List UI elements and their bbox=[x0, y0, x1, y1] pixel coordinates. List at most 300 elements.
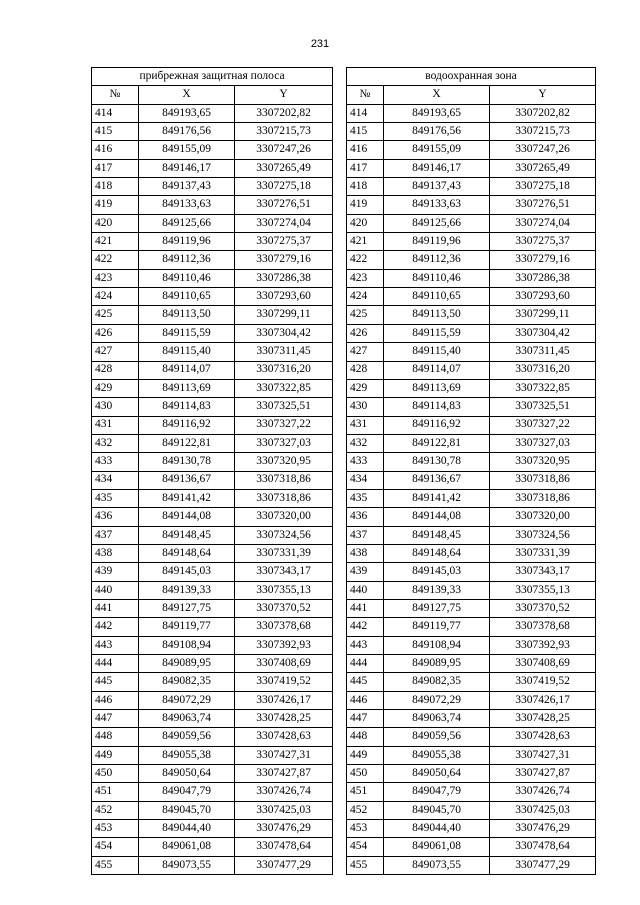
table-row bbox=[92, 306, 596, 324]
coord-x: 849116,92 bbox=[384, 416, 490, 434]
table-row bbox=[92, 765, 596, 783]
point-number: 448 bbox=[347, 728, 384, 746]
table-gap bbox=[333, 141, 347, 159]
coord-x: 849125,66 bbox=[139, 214, 235, 232]
coord-x: 849122,81 bbox=[384, 434, 490, 452]
coord-y: 3307325,51 bbox=[235, 398, 333, 416]
coord-x: 849050,64 bbox=[139, 765, 235, 783]
table-row bbox=[92, 288, 596, 306]
left-table-title: прибрежная защитная полоса bbox=[92, 68, 333, 86]
coord-x: 849144,08 bbox=[139, 508, 235, 526]
point-number: 417 bbox=[347, 159, 384, 177]
coord-x: 849061,08 bbox=[139, 838, 235, 856]
coord-y: 3307426,74 bbox=[490, 783, 596, 801]
point-number: 435 bbox=[92, 489, 139, 507]
table-row bbox=[92, 416, 596, 434]
table-gap bbox=[333, 820, 347, 838]
point-number: 454 bbox=[92, 838, 139, 856]
coord-x: 849061,08 bbox=[384, 838, 490, 856]
table-row bbox=[92, 508, 596, 526]
table-row bbox=[92, 838, 596, 856]
point-number: 415 bbox=[92, 123, 139, 141]
coord-x: 849193,65 bbox=[139, 104, 235, 122]
point-number: 426 bbox=[347, 324, 384, 342]
point-number: 434 bbox=[347, 471, 384, 489]
coord-x: 849089,95 bbox=[139, 655, 235, 673]
coord-x: 849047,79 bbox=[139, 783, 235, 801]
coord-y: 3307318,86 bbox=[235, 471, 333, 489]
coord-y: 3307320,00 bbox=[490, 508, 596, 526]
coord-y: 3307408,69 bbox=[235, 655, 333, 673]
point-number: 450 bbox=[92, 765, 139, 783]
table-row bbox=[92, 489, 596, 507]
table-row bbox=[92, 563, 596, 581]
coord-y: 3307478,64 bbox=[235, 838, 333, 856]
table-gap bbox=[333, 416, 347, 434]
table-gap bbox=[333, 269, 347, 287]
point-number: 439 bbox=[347, 563, 384, 581]
table-gap bbox=[333, 159, 347, 177]
point-number: 432 bbox=[92, 434, 139, 452]
coord-x: 849122,81 bbox=[139, 434, 235, 452]
table-row bbox=[92, 691, 596, 709]
coord-y: 3307477,29 bbox=[490, 856, 596, 874]
coord-y: 3307274,04 bbox=[490, 214, 596, 232]
table-row bbox=[92, 618, 596, 636]
point-number: 422 bbox=[92, 251, 139, 269]
point-number: 421 bbox=[347, 233, 384, 251]
coord-y: 3307419,52 bbox=[235, 673, 333, 691]
coord-x: 849073,55 bbox=[384, 856, 490, 874]
point-number: 440 bbox=[347, 581, 384, 599]
point-number: 435 bbox=[347, 489, 384, 507]
point-number: 455 bbox=[92, 856, 139, 874]
point-number: 449 bbox=[347, 746, 384, 764]
coord-y: 3307311,45 bbox=[490, 343, 596, 361]
coord-x: 849044,40 bbox=[139, 820, 235, 838]
table-row bbox=[92, 434, 596, 452]
point-number: 444 bbox=[92, 655, 139, 673]
coord-y: 3307324,56 bbox=[490, 526, 596, 544]
point-number: 443 bbox=[92, 636, 139, 654]
coord-y: 3307428,25 bbox=[490, 710, 596, 728]
table-row bbox=[92, 820, 596, 838]
coord-x: 849089,95 bbox=[384, 655, 490, 673]
coord-y: 3307427,87 bbox=[490, 765, 596, 783]
point-number: 420 bbox=[92, 214, 139, 232]
coord-y: 3307370,52 bbox=[490, 599, 596, 617]
coord-x: 849146,17 bbox=[384, 159, 490, 177]
coord-x: 849130,78 bbox=[384, 453, 490, 471]
coord-x: 849193,65 bbox=[384, 104, 490, 122]
coord-y: 3307427,31 bbox=[490, 746, 596, 764]
coord-x: 849114,83 bbox=[139, 398, 235, 416]
table-gap bbox=[333, 636, 347, 654]
coord-y: 3307247,26 bbox=[235, 141, 333, 159]
coord-x: 849072,29 bbox=[139, 691, 235, 709]
left-header-number: № bbox=[92, 86, 139, 104]
point-number: 420 bbox=[347, 214, 384, 232]
point-number: 442 bbox=[92, 618, 139, 636]
right-table-title: водоохранная зона bbox=[347, 68, 596, 86]
point-number: 424 bbox=[92, 288, 139, 306]
table-row bbox=[92, 544, 596, 562]
coord-y: 3307202,82 bbox=[235, 104, 333, 122]
table-row bbox=[92, 398, 596, 416]
coord-x: 849127,75 bbox=[384, 599, 490, 617]
point-number: 427 bbox=[92, 343, 139, 361]
table-row bbox=[92, 728, 596, 746]
coord-y: 3307378,68 bbox=[235, 618, 333, 636]
point-number: 419 bbox=[347, 196, 384, 214]
table-gap bbox=[333, 471, 347, 489]
coord-x: 849148,45 bbox=[139, 526, 235, 544]
coord-y: 3307275,37 bbox=[490, 233, 596, 251]
coord-x: 849072,29 bbox=[384, 691, 490, 709]
point-number: 433 bbox=[347, 453, 384, 471]
coord-x: 849113,69 bbox=[384, 379, 490, 397]
table-row bbox=[92, 710, 596, 728]
coord-y: 3307247,26 bbox=[490, 141, 596, 159]
coord-y: 3307428,63 bbox=[490, 728, 596, 746]
table-gap bbox=[333, 233, 347, 251]
coord-x: 849110,46 bbox=[384, 269, 490, 287]
point-number: 425 bbox=[347, 306, 384, 324]
table-gap bbox=[333, 434, 347, 452]
point-number: 439 bbox=[92, 563, 139, 581]
point-number: 418 bbox=[347, 178, 384, 196]
coord-y: 3307265,49 bbox=[490, 159, 596, 177]
coord-y: 3307425,03 bbox=[235, 801, 333, 819]
table-gap bbox=[333, 361, 347, 379]
coord-y: 3307428,25 bbox=[235, 710, 333, 728]
coord-x: 849113,69 bbox=[139, 379, 235, 397]
coord-x: 849114,83 bbox=[384, 398, 490, 416]
table-gap bbox=[333, 104, 347, 122]
coord-x: 849137,43 bbox=[384, 178, 490, 196]
point-number: 429 bbox=[347, 379, 384, 397]
coord-y: 3307426,17 bbox=[490, 691, 596, 709]
coord-y: 3307215,73 bbox=[235, 123, 333, 141]
coord-x: 849155,09 bbox=[384, 141, 490, 159]
right-header-x: X bbox=[384, 86, 490, 104]
coord-y: 3307327,03 bbox=[490, 434, 596, 452]
table-gap bbox=[333, 86, 347, 104]
table-gap bbox=[333, 379, 347, 397]
point-number: 431 bbox=[347, 416, 384, 434]
coord-x: 849063,74 bbox=[384, 710, 490, 728]
coord-x: 849110,46 bbox=[139, 269, 235, 287]
coord-x: 849115,40 bbox=[384, 343, 490, 361]
coord-y: 3307286,38 bbox=[490, 269, 596, 287]
coord-y: 3307304,42 bbox=[235, 324, 333, 342]
table-row bbox=[92, 233, 596, 251]
point-number: 440 bbox=[92, 581, 139, 599]
coord-y: 3307322,85 bbox=[235, 379, 333, 397]
coord-x: 849110,65 bbox=[384, 288, 490, 306]
table-gap bbox=[333, 453, 347, 471]
coord-y: 3307476,29 bbox=[490, 820, 596, 838]
coord-y: 3307316,20 bbox=[490, 361, 596, 379]
coord-y: 3307293,60 bbox=[235, 288, 333, 306]
point-number: 438 bbox=[92, 544, 139, 562]
coord-y: 3307265,49 bbox=[235, 159, 333, 177]
coord-y: 3307304,42 bbox=[490, 324, 596, 342]
point-number: 442 bbox=[347, 618, 384, 636]
table-gap bbox=[333, 728, 347, 746]
point-number: 445 bbox=[92, 673, 139, 691]
coord-x: 849133,63 bbox=[384, 196, 490, 214]
coord-y: 3307408,69 bbox=[490, 655, 596, 673]
coord-x: 849059,56 bbox=[139, 728, 235, 746]
coord-x: 849115,40 bbox=[139, 343, 235, 361]
coord-y: 3307274,04 bbox=[235, 214, 333, 232]
point-number: 427 bbox=[347, 343, 384, 361]
coord-x: 849059,56 bbox=[384, 728, 490, 746]
coord-y: 3307316,20 bbox=[235, 361, 333, 379]
point-number: 452 bbox=[92, 801, 139, 819]
point-number: 451 bbox=[92, 783, 139, 801]
point-number: 446 bbox=[92, 691, 139, 709]
point-number: 423 bbox=[92, 269, 139, 287]
table-row bbox=[92, 655, 596, 673]
point-number: 417 bbox=[92, 159, 139, 177]
coord-y: 3307275,18 bbox=[490, 178, 596, 196]
point-number: 425 bbox=[92, 306, 139, 324]
coord-y: 3307299,11 bbox=[490, 306, 596, 324]
point-number: 436 bbox=[347, 508, 384, 526]
table-row bbox=[92, 251, 596, 269]
table-gap bbox=[333, 783, 347, 801]
title-row bbox=[92, 68, 596, 86]
coord-x: 849055,38 bbox=[384, 746, 490, 764]
coord-x: 849115,59 bbox=[139, 324, 235, 342]
coord-x: 849113,50 bbox=[139, 306, 235, 324]
coord-x: 849108,94 bbox=[384, 636, 490, 654]
coord-y: 3307318,86 bbox=[235, 489, 333, 507]
coord-x: 849133,63 bbox=[139, 196, 235, 214]
coord-x: 849130,78 bbox=[139, 453, 235, 471]
coord-x: 849119,96 bbox=[139, 233, 235, 251]
point-number: 451 bbox=[347, 783, 384, 801]
coord-x: 849125,66 bbox=[384, 214, 490, 232]
point-number: 448 bbox=[92, 728, 139, 746]
table-row bbox=[92, 214, 596, 232]
table-row bbox=[92, 673, 596, 691]
table-gap bbox=[333, 324, 347, 342]
point-number: 433 bbox=[92, 453, 139, 471]
point-number: 415 bbox=[347, 123, 384, 141]
coord-x: 849115,59 bbox=[384, 324, 490, 342]
coord-y: 3307202,82 bbox=[490, 104, 596, 122]
point-number: 434 bbox=[92, 471, 139, 489]
table-row bbox=[92, 379, 596, 397]
point-number: 450 bbox=[347, 765, 384, 783]
point-number: 441 bbox=[92, 599, 139, 617]
coord-x: 849113,50 bbox=[384, 306, 490, 324]
coord-x: 849148,64 bbox=[139, 544, 235, 562]
point-number: 452 bbox=[347, 801, 384, 819]
table-row bbox=[92, 783, 596, 801]
coord-y: 3307311,45 bbox=[235, 343, 333, 361]
point-number: 431 bbox=[92, 416, 139, 434]
table-row bbox=[92, 196, 596, 214]
table-gap bbox=[333, 710, 347, 728]
coord-y: 3307322,85 bbox=[490, 379, 596, 397]
table-gap bbox=[333, 398, 347, 416]
table-gap bbox=[333, 251, 347, 269]
table-row bbox=[92, 123, 596, 141]
point-number: 455 bbox=[347, 856, 384, 874]
table-gap bbox=[333, 508, 347, 526]
table-gap bbox=[333, 655, 347, 673]
point-number: 436 bbox=[92, 508, 139, 526]
coord-x: 849139,33 bbox=[384, 581, 490, 599]
table-row bbox=[92, 581, 596, 599]
coord-y: 3307275,37 bbox=[235, 233, 333, 251]
coord-y: 3307325,51 bbox=[490, 398, 596, 416]
point-number: 432 bbox=[347, 434, 384, 452]
coord-y: 3307324,56 bbox=[235, 526, 333, 544]
coord-x: 849127,75 bbox=[139, 599, 235, 617]
point-number: 454 bbox=[347, 838, 384, 856]
point-number: 430 bbox=[92, 398, 139, 416]
coord-y: 3307392,93 bbox=[490, 636, 596, 654]
coord-y: 3307327,03 bbox=[235, 434, 333, 452]
coord-x: 849073,55 bbox=[139, 856, 235, 874]
coord-y: 3307426,17 bbox=[235, 691, 333, 709]
table-row bbox=[92, 856, 596, 874]
coord-y: 3307370,52 bbox=[235, 599, 333, 617]
point-number: 446 bbox=[347, 691, 384, 709]
point-number: 453 bbox=[347, 820, 384, 838]
point-number: 449 bbox=[92, 746, 139, 764]
table-gap bbox=[333, 801, 347, 819]
point-number: 419 bbox=[92, 196, 139, 214]
coord-x: 849110,65 bbox=[139, 288, 235, 306]
coord-y: 3307477,29 bbox=[235, 856, 333, 874]
table-row bbox=[92, 343, 596, 361]
point-number: 429 bbox=[92, 379, 139, 397]
coord-x: 849155,09 bbox=[139, 141, 235, 159]
coord-y: 3307355,13 bbox=[235, 581, 333, 599]
point-number: 414 bbox=[92, 104, 139, 122]
coord-y: 3307318,86 bbox=[490, 489, 596, 507]
table-row bbox=[92, 471, 596, 489]
coord-x: 849063,74 bbox=[139, 710, 235, 728]
coord-y: 3307320,95 bbox=[235, 453, 333, 471]
coord-x: 849148,45 bbox=[384, 526, 490, 544]
table-gap bbox=[333, 288, 347, 306]
coordinates-table bbox=[91, 67, 596, 875]
point-number: 437 bbox=[347, 526, 384, 544]
coord-x: 849144,08 bbox=[384, 508, 490, 526]
coord-y: 3307276,51 bbox=[235, 196, 333, 214]
coord-y: 3307327,22 bbox=[235, 416, 333, 434]
page-number: 231 bbox=[310, 38, 330, 50]
table-body bbox=[92, 104, 596, 874]
table-gap bbox=[333, 765, 347, 783]
coord-y: 3307343,17 bbox=[490, 563, 596, 581]
coord-y: 3307320,00 bbox=[235, 508, 333, 526]
coord-x: 849137,43 bbox=[139, 178, 235, 196]
coord-x: 849119,96 bbox=[384, 233, 490, 251]
table-row bbox=[92, 801, 596, 819]
coord-x: 849050,64 bbox=[384, 765, 490, 783]
point-number: 437 bbox=[92, 526, 139, 544]
coord-y: 3307276,51 bbox=[490, 196, 596, 214]
table-row bbox=[92, 141, 596, 159]
coord-x: 849047,79 bbox=[384, 783, 490, 801]
table-row bbox=[92, 453, 596, 471]
table-row bbox=[92, 526, 596, 544]
coord-y: 3307427,31 bbox=[235, 746, 333, 764]
coord-y: 3307378,68 bbox=[490, 618, 596, 636]
point-number: 421 bbox=[92, 233, 139, 251]
coord-y: 3307279,16 bbox=[235, 251, 333, 269]
table-row bbox=[92, 636, 596, 654]
table-gap bbox=[333, 306, 347, 324]
coord-y: 3307355,13 bbox=[490, 581, 596, 599]
coord-x: 849136,67 bbox=[139, 471, 235, 489]
coord-x: 849176,56 bbox=[384, 123, 490, 141]
coord-x: 849139,33 bbox=[139, 581, 235, 599]
table-gap bbox=[333, 856, 347, 874]
table-row bbox=[92, 746, 596, 764]
table-gap bbox=[333, 599, 347, 617]
coord-x: 849114,07 bbox=[139, 361, 235, 379]
table-gap bbox=[333, 581, 347, 599]
coord-y: 3307478,64 bbox=[490, 838, 596, 856]
left-header-y: Y bbox=[235, 86, 333, 104]
coord-y: 3307275,18 bbox=[235, 178, 333, 196]
table-gap bbox=[333, 196, 347, 214]
table-gap bbox=[333, 489, 347, 507]
point-number: 443 bbox=[347, 636, 384, 654]
coord-x: 849082,35 bbox=[139, 673, 235, 691]
coord-x: 849045,70 bbox=[384, 801, 490, 819]
coord-x: 849044,40 bbox=[384, 820, 490, 838]
coord-y: 3307476,29 bbox=[235, 820, 333, 838]
coord-x: 849141,42 bbox=[384, 489, 490, 507]
coord-x: 849119,77 bbox=[384, 618, 490, 636]
table-gap bbox=[333, 343, 347, 361]
point-number: 447 bbox=[347, 710, 384, 728]
coord-x: 849119,77 bbox=[139, 618, 235, 636]
coord-y: 3307331,39 bbox=[490, 544, 596, 562]
table-row bbox=[92, 104, 596, 122]
point-number: 441 bbox=[347, 599, 384, 617]
coord-y: 3307293,60 bbox=[490, 288, 596, 306]
point-number: 424 bbox=[347, 288, 384, 306]
point-number: 438 bbox=[347, 544, 384, 562]
coord-x: 849108,94 bbox=[139, 636, 235, 654]
coord-x: 849146,17 bbox=[139, 159, 235, 177]
coord-x: 849112,36 bbox=[384, 251, 490, 269]
table-gap bbox=[333, 178, 347, 196]
right-header-number: № bbox=[347, 86, 384, 104]
table-gap bbox=[333, 838, 347, 856]
coord-x: 849141,42 bbox=[139, 489, 235, 507]
coord-y: 3307392,93 bbox=[235, 636, 333, 654]
table-row bbox=[92, 159, 596, 177]
table-gap bbox=[333, 563, 347, 581]
coord-x: 849116,92 bbox=[139, 416, 235, 434]
coord-y: 3307426,74 bbox=[235, 783, 333, 801]
coord-y: 3307318,86 bbox=[490, 471, 596, 489]
point-number: 444 bbox=[347, 655, 384, 673]
point-number: 423 bbox=[347, 269, 384, 287]
